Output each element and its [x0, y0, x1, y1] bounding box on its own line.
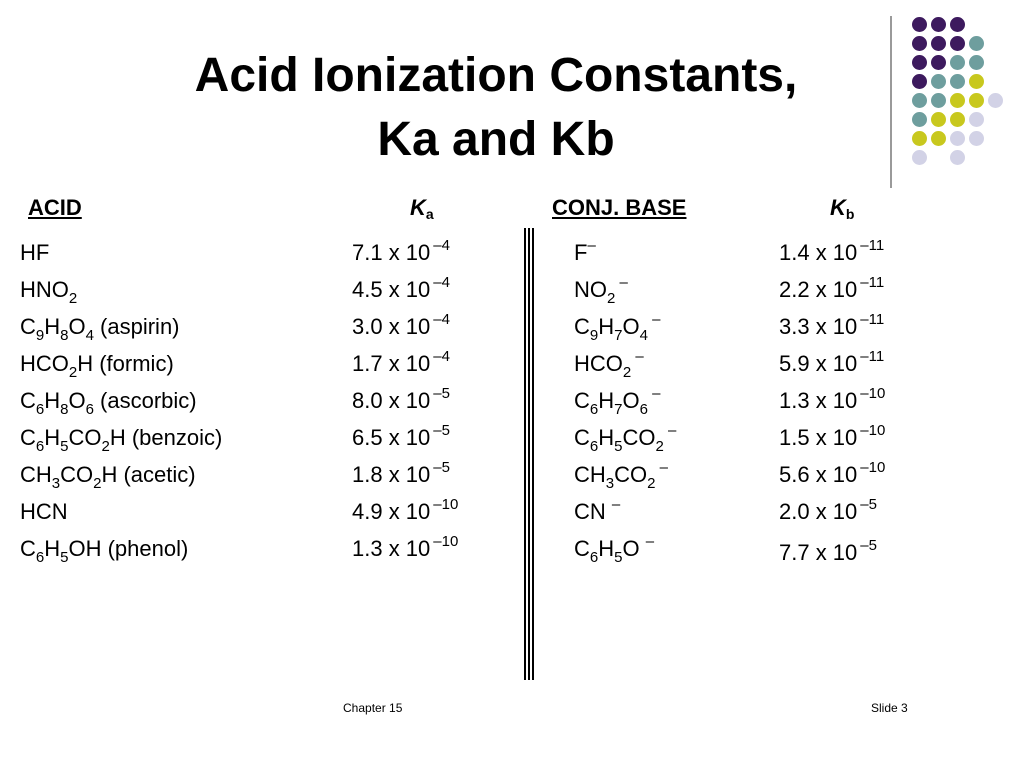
- conj-base-cell-part: O: [622, 536, 646, 561]
- conj-base-cell-part: O: [622, 314, 640, 339]
- acid-cell: [20, 462, 196, 492]
- ka-cell-exponent: –4: [433, 274, 450, 291]
- kb-cell: [779, 537, 877, 566]
- acid-cell: [20, 388, 197, 418]
- conj-base-cell-part: 3: [605, 475, 615, 492]
- acid-cell-part: 6: [35, 549, 45, 566]
- kb-cell-exponent: –11: [860, 237, 885, 254]
- conj-base-cell-part: 7: [614, 401, 623, 418]
- acid-cell-part: 6: [35, 438, 45, 455]
- acid-cell-part: 2: [101, 438, 110, 455]
- acid-cell-part: HCN: [20, 499, 68, 524]
- header-ka-symbol: K: [410, 195, 426, 220]
- acid-cell-part: 8: [60, 327, 69, 344]
- ka-cell-mantissa: 4.5 x 10: [352, 277, 431, 302]
- conj-base-cell-part: CH: [574, 462, 606, 487]
- decorative-dot: [950, 36, 965, 51]
- kb-cell-exponent: –11: [860, 311, 885, 328]
- kb-cell-exponent: –5: [860, 496, 877, 513]
- conj-base-cell-part: –: [587, 237, 596, 254]
- conj-base-cell-part: H: [598, 314, 615, 339]
- decorative-dot: [950, 150, 965, 165]
- kb-cell: [779, 348, 885, 377]
- acid-cell-part: C: [20, 314, 36, 339]
- ka-cell: [352, 274, 450, 303]
- ka-cell: [352, 237, 450, 266]
- decorative-dot: [969, 55, 984, 70]
- acid-cell: [20, 425, 223, 455]
- ka-cell-mantissa: 3.0 x 10: [352, 314, 431, 339]
- conj-base-cell-part: 6: [589, 549, 599, 566]
- acid-cell-part: HF: [20, 240, 50, 265]
- decorative-dot: [969, 36, 984, 51]
- conj-base-cell-part: H: [598, 388, 615, 413]
- kb-cell-mantissa: 1.5 x 10: [779, 425, 858, 450]
- header-kb: [830, 194, 854, 222]
- header-acid: ACID: [28, 195, 82, 220]
- slide-title: [140, 44, 852, 172]
- conj-base-cell-part: C: [574, 536, 590, 561]
- acid-cell-part: H: [44, 388, 61, 413]
- kb-cell-exponent: –11: [860, 274, 885, 291]
- kb-cell-mantissa: 3.3 x 10: [779, 314, 858, 339]
- conj-base-cell-part: C: [574, 425, 590, 450]
- decorative-dot: [988, 93, 1003, 108]
- conj-base-cell-part: 6: [639, 401, 648, 418]
- header-ka-subscript: a: [425, 206, 434, 222]
- conj-base-cell-part: 4: [639, 327, 648, 344]
- conj-base-cell: [574, 348, 644, 381]
- decorative-dot: [912, 74, 927, 89]
- header-kb-subscript: b: [845, 206, 855, 222]
- acid-cell-part: 9: [35, 327, 45, 344]
- decorative-dot: [931, 17, 946, 32]
- acid-cell-part: 2: [68, 290, 78, 307]
- acid-cell-part: H: [44, 425, 61, 450]
- decorative-dot: [950, 112, 965, 127]
- conj-base-cell-part: C: [574, 388, 590, 413]
- kb-cell: [779, 385, 886, 414]
- conj-base-cell-part: 9: [589, 327, 599, 344]
- decorative-dot: [931, 74, 946, 89]
- acid-cell-part: HNO: [20, 277, 69, 302]
- acid-cell-part: (aspirin): [93, 314, 180, 339]
- conj-base-cell-part: 6: [589, 438, 599, 455]
- ka-cell-exponent: –4: [433, 311, 450, 328]
- conj-base-cell-part: F: [574, 240, 588, 265]
- ka-cell-exponent: –10: [433, 496, 459, 513]
- acid-cell: [20, 499, 68, 525]
- acid-cell-part: C: [20, 425, 36, 450]
- acid-cell-part: 3: [51, 475, 61, 492]
- kb-cell-mantissa: 2.2 x 10: [779, 277, 858, 302]
- ka-cell: [352, 533, 459, 562]
- conj-base-cell: [574, 311, 661, 344]
- conj-base-cell: [574, 422, 677, 455]
- footer-chapter: Chapter 15: [343, 701, 403, 715]
- kb-cell: [779, 274, 885, 303]
- acid-cell-part: HCO: [20, 351, 69, 376]
- acid-cell-part: 8: [60, 401, 69, 418]
- kb-cell: [779, 422, 886, 451]
- decorative-dot: [912, 17, 927, 32]
- decorative-dot: [912, 36, 927, 51]
- conj-base-cell-part: 2: [655, 438, 664, 455]
- conj-base-cell-part: 5: [614, 438, 623, 455]
- decorative-dot: [950, 55, 965, 70]
- ka-cell: [352, 385, 450, 414]
- header-conj-base: CONJ. BASE: [552, 195, 687, 220]
- conj-base-cell-part: –: [611, 496, 621, 513]
- decorative-dot: [950, 74, 965, 89]
- decorative-dot: [912, 55, 927, 70]
- kb-cell-mantissa: 2.0 x 10: [779, 499, 858, 524]
- acid-cell-part: H (acetic): [101, 462, 196, 487]
- decorative-dot: [912, 93, 927, 108]
- decorative-dot: [931, 55, 946, 70]
- ka-cell-exponent: –5: [433, 422, 450, 439]
- ka-cell-mantissa: 1.7 x 10: [352, 351, 431, 376]
- acid-cell-part: O: [68, 388, 86, 413]
- acid-cell-part: (ascorbic): [93, 388, 197, 413]
- kb-cell-exponent: –11: [860, 348, 885, 365]
- decorative-dot: [912, 131, 927, 146]
- acid-cell-part: CO: [68, 425, 102, 450]
- title-line-2: Ka and Kb: [377, 113, 615, 166]
- conj-base-cell-part: 2: [607, 290, 616, 307]
- kb-cell-exponent: –10: [860, 422, 886, 439]
- conj-base-cell-part: –: [615, 274, 628, 291]
- conj-base-cell-part: –: [647, 385, 661, 402]
- conj-base-cell-part: 6: [589, 401, 599, 418]
- conj-base-cell: [574, 385, 661, 418]
- conj-base-cell: [574, 459, 668, 492]
- footer-slide-number: Slide 3: [871, 701, 908, 715]
- acid-cell-part: H (formic): [77, 351, 174, 376]
- column-divider: [524, 228, 534, 680]
- decorative-vertical-line: [890, 16, 892, 188]
- ka-cell: [352, 422, 450, 451]
- ka-cell-mantissa: 1.8 x 10: [352, 462, 431, 487]
- acid-cell: [20, 314, 180, 344]
- conj-base-cell-part: 5: [614, 549, 623, 566]
- ka-cell: [352, 348, 450, 377]
- acid-cell-part: 6: [85, 401, 94, 418]
- ka-cell-exponent: –4: [433, 237, 450, 254]
- decorative-dot: [950, 17, 965, 32]
- ka-cell-mantissa: 7.1 x 10: [352, 240, 431, 265]
- kb-cell-mantissa: 5.9 x 10: [779, 351, 858, 376]
- ka-cell-mantissa: 6.5 x 10: [352, 425, 431, 450]
- acid-cell-part: 5: [60, 549, 69, 566]
- acid-cell-part: 6: [35, 401, 45, 418]
- ka-cell-mantissa: 8.0 x 10: [352, 388, 431, 413]
- conj-base-cell: [574, 237, 596, 266]
- decorative-dot: [931, 131, 946, 146]
- ka-cell-exponent: –5: [433, 385, 450, 402]
- kb-cell-mantissa: 5.6 x 10: [779, 462, 858, 487]
- acid-cell-part: H: [44, 536, 61, 561]
- acid-cell-part: O: [68, 314, 86, 339]
- ka-cell: [352, 311, 450, 340]
- conj-base-cell: [574, 496, 621, 525]
- decorative-dot: [969, 131, 984, 146]
- kb-cell-mantissa: 1.3 x 10: [779, 388, 858, 413]
- conj-base-cell-part: 2: [647, 475, 656, 492]
- conj-base-cell-part: CO: [622, 425, 656, 450]
- decorative-dot: [950, 93, 965, 108]
- acid-cell: [20, 240, 49, 266]
- kb-cell-mantissa: 1.4 x 10: [779, 240, 858, 265]
- conj-base-cell-part: 2: [622, 364, 632, 381]
- conj-base-cell-part: –: [663, 422, 677, 439]
- kb-cell-exponent: –10: [860, 459, 886, 476]
- decorative-dot: [931, 93, 946, 108]
- acid-cell-part: OH (phenol): [68, 536, 189, 561]
- decorative-dot: [969, 93, 984, 108]
- kb-cell: [779, 459, 886, 488]
- decorative-dot: [969, 112, 984, 127]
- acid-cell-part: H: [44, 314, 61, 339]
- acid-cell-part: CH: [20, 462, 52, 487]
- conj-base-cell-part: H: [598, 536, 615, 561]
- acid-cell-part: 5: [60, 438, 69, 455]
- acid-cell-part: 2: [93, 475, 102, 492]
- kb-cell: [779, 496, 877, 525]
- conj-base-cell-part: H: [598, 425, 615, 450]
- ka-cell: [352, 496, 459, 525]
- conj-base-cell: [574, 274, 628, 307]
- kb-cell: [779, 311, 885, 340]
- decorative-dot: [912, 150, 927, 165]
- conj-base-cell-part: NO: [574, 277, 607, 302]
- conj-base-cell-part: CO: [614, 462, 648, 487]
- conj-base-cell: [574, 533, 655, 566]
- acid-cell-part: C: [20, 388, 36, 413]
- decorative-dot: [969, 74, 984, 89]
- kb-cell-mantissa: 7.7 x 10: [779, 540, 858, 565]
- acid-cell-part: CO: [60, 462, 94, 487]
- conj-base-cell-part: –: [655, 459, 668, 476]
- ka-cell-exponent: –4: [433, 348, 450, 365]
- header-ka: [410, 194, 434, 222]
- title-line-1: Acid Ionization Constants,: [194, 49, 798, 102]
- ka-cell-exponent: –5: [433, 459, 450, 476]
- conj-base-cell-part: –: [647, 311, 661, 328]
- decorative-dot: [912, 112, 927, 127]
- decorative-dot: [950, 131, 965, 146]
- decorative-dot: [931, 36, 946, 51]
- acid-cell: [20, 536, 189, 566]
- ka-cell-exponent: –10: [433, 533, 459, 550]
- acid-cell: [20, 277, 78, 307]
- decorative-dot: [931, 112, 946, 127]
- acid-cell-part: 2: [68, 364, 78, 381]
- conj-base-cell-part: 7: [614, 327, 623, 344]
- conj-base-cell-part: HCO: [574, 351, 623, 376]
- header-kb-symbol: K: [830, 195, 846, 220]
- kb-cell-exponent: –5: [860, 537, 877, 554]
- acid-cell-part: H (benzoic): [109, 425, 223, 450]
- acid-cell: [20, 351, 174, 381]
- kb-cell: [779, 237, 885, 266]
- conj-base-cell-part: CN: [574, 499, 612, 524]
- ka-cell-mantissa: 4.9 x 10: [352, 499, 431, 524]
- conj-base-cell-part: C: [574, 314, 590, 339]
- acid-cell-part: 4: [85, 327, 94, 344]
- conj-base-cell-part: O: [622, 388, 640, 413]
- acid-cell-part: C: [20, 536, 36, 561]
- conj-base-cell-part: –: [645, 533, 655, 550]
- kb-cell-exponent: –10: [860, 385, 886, 402]
- conj-base-cell-part: –: [631, 348, 644, 365]
- ka-cell: [352, 459, 450, 488]
- ka-cell-mantissa: 1.3 x 10: [352, 536, 431, 561]
